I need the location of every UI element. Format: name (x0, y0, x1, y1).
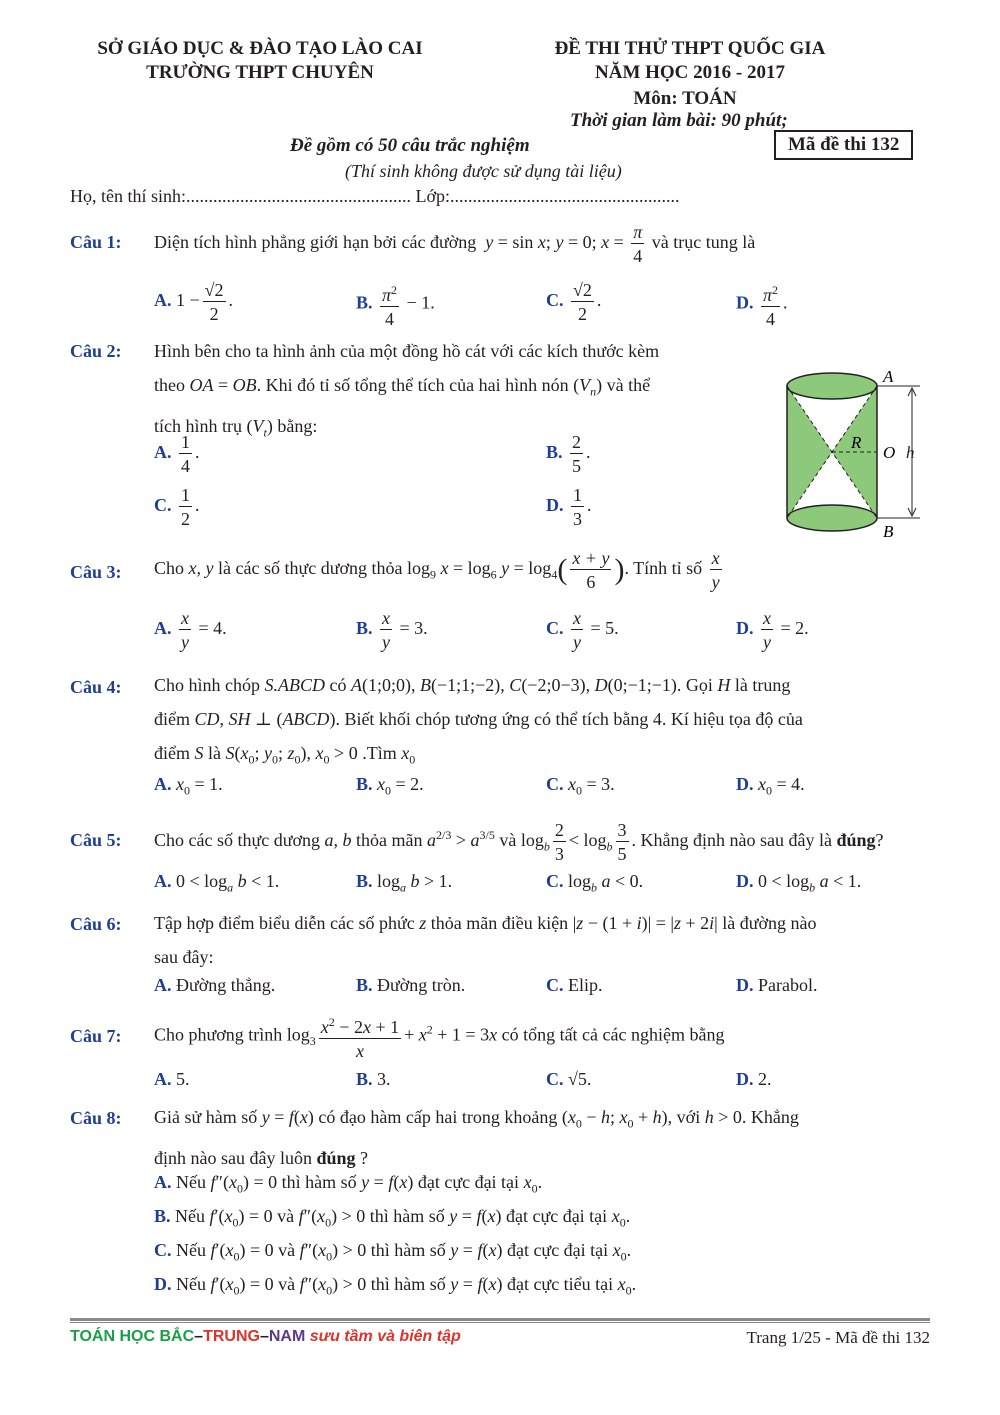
point-b-label: B (883, 522, 894, 541)
option-a[interactable]: A. 1 − $\frac{√2}{2}$ . (154, 280, 234, 324)
option-a[interactable]: A. $\frac{x}{y}$ = 4. (154, 608, 227, 652)
question-label: Câu 6: (70, 914, 122, 934)
question-count: Đề gồm có 50 câu trắc nghiệm (290, 135, 530, 156)
school-year: NĂM HỌC 2016 - 2017 (595, 62, 785, 83)
option-d[interactable]: D. $x_0 = 4$. (736, 774, 805, 798)
option-b[interactable]: B. Đường tròn. (356, 975, 466, 995)
radius-label: R (851, 433, 862, 452)
option-b[interactable]: B. $\frac{x}{y}$ = 3. (356, 608, 428, 652)
question-label: Câu 1: (70, 232, 122, 252)
option-a[interactable]: A. $\frac{1}{4}$ . (154, 432, 200, 476)
question-text: Cho x, y là các số thực dương thỏa $\log_9 x = \log_6 y = \log_4$( $\frac{x + y}{6}$ ). Tính tỉ số $\frac{x}{y}$ (154, 548, 720, 592)
question-label: Câu 3: (70, 562, 122, 582)
school-department: SỞ GIÁO DỤC & ĐÀO TẠO LÀO CAI (97, 38, 423, 59)
option-c[interactable]: C. √5. (546, 1069, 592, 1089)
footer-divider (70, 1318, 930, 1321)
option-c[interactable]: C. $\log_b a < 0$. (546, 871, 644, 895)
question-text: Hình bên cho ta hình ảnh của một đồng hồ cát với các kích thước kèm theo OA = OB. Khi đó tỉ số tổng thể tích của hai hình nón $(V_n)$ và thể tích hình trụ $(V_t)$ bằng: (154, 341, 660, 440)
subject: Môn: TOÁN (633, 88, 737, 109)
exam-code-box: Mã đề thi 132 (774, 130, 913, 160)
option-b[interactable]: B. $x_0 = 2$. (356, 774, 424, 798)
exam-duration: Thời gian làm bài: 90 phút; (570, 110, 788, 131)
question-label: Câu 8: (70, 1108, 122, 1128)
option-a[interactable]: A. $x_0 = 1$. (154, 774, 223, 798)
question-text: Tập hợp điểm biểu diễn các số phức z thỏa mãn điều kiện |z − (1 + i)| = |z + 2i| là đường nào sau đây: (154, 913, 817, 967)
option-d[interactable]: D. $0 < \log_b a < 1$. (736, 871, 862, 895)
point-a-label: A (883, 367, 894, 386)
exam-note: (Thí sinh không được sử dụng tài liệu) (345, 161, 622, 181)
option-c[interactable]: C. $x_0 = 3$. (546, 774, 615, 798)
hourglass-figure (775, 362, 935, 544)
option-d[interactable]: D. Parabol. (736, 975, 818, 995)
option-c[interactable]: C. $\frac{1}{2}$ . (154, 485, 200, 529)
height-label: h (906, 443, 915, 462)
question-text: Cho hình chóp S.ABCD có A(1;0;0), B(−1;1;−2), C(−2;0−3), D(0;−1;−1). Gọi H là trung điểm CD, SH ⊥ (ABCD). Biết khối chóp tương ứng có thể tích bằng 4. Kí hiệu tọa độ của điểm S là $S(x_0$; $y_0$; $z_0$), $x_0 > 0$ .Tìm $x_0$ (154, 675, 803, 767)
exam-title: ĐỀ THI THỬ THPT QUỐC GIA (554, 38, 826, 59)
option-d[interactable]: D. 2. (736, 1069, 772, 1089)
footer-divider-thin (70, 1322, 930, 1323)
school-name: TRƯỜNG THPT CHUYÊN (146, 62, 374, 83)
question-text: Cho các số thực dương a, b thỏa mãn $a^{2/3} > a^{3/5}$ và $\log_b$ $\frac{2}{3}$ < $\log_b$ $\frac{3}{5}$ . Khẳng định nào sau đây là đúng? (154, 819, 884, 864)
option-b[interactable]: B. $\log_a b > 1$. (356, 871, 453, 895)
point-o-label: O (883, 443, 896, 462)
option-a[interactable]: A. 5. (154, 1069, 190, 1089)
option-a[interactable]: A. Nếu $f''(x_0) = 0$ thì hàm số y = f(x) đạt cực đại tại $x_0$. (154, 1172, 543, 1196)
footer-brand: TOÁN HỌC BẮC–TRUNG–NAM sưu tầm và biên tập (70, 1328, 461, 1345)
option-d[interactable]: D. $\frac{1}{3}$ . (546, 485, 592, 529)
option-d[interactable]: D. Nếu $f'(x_0) = 0$ và $f''(x_0) > 0$ thì hàm số y = f(x) đạt cực tiểu tại $x_0$. (154, 1274, 637, 1298)
option-c[interactable]: C. $\frac{√2}{2}$ . (546, 280, 602, 324)
question-label: Câu 7: (70, 1026, 122, 1046)
option-b[interactable]: B. $\frac{\pi^2}{4}$ − 1. (356, 280, 435, 329)
option-a[interactable]: A. $0 < \log_a b < 1$. (154, 871, 280, 895)
option-d[interactable]: D. $\frac{x}{y}$ = 2. (736, 608, 809, 652)
question-text: Giả sử hàm số y = f(x) có đạo hàm cấp hai trong khoảng ($x_0 - h$; $x_0 + h$), với h > 0. Khẳng định nào sau đây luôn đúng ? (154, 1107, 799, 1168)
question-label: Câu 2: (70, 341, 122, 361)
question-text: Diện tích hình phẳng giới hạn bởi các đường y = sin x; y = 0; x = $\frac{\pi}{4}$ và trục tung là (154, 222, 756, 266)
question-label: Câu 4: (70, 677, 122, 697)
option-c[interactable]: C. Nếu $f'(x_0) = 0$ và $f''(x_0) > 0$ thì hàm số y = f(x) đạt cực đại tại $x_0$. (154, 1240, 632, 1264)
option-c[interactable]: C. $\frac{x}{y}$ = 5. (546, 608, 619, 652)
question-text: Cho phương trình $\log_3$ $\frac{x^2 - 2x + 1}{x}$ + $x^2 + 1 = 3x$ có tổng tất cả các nghiệm bằng (154, 1012, 725, 1061)
page-number: Trang 1/25 - Mã đề thi 132 (746, 1328, 930, 1347)
option-b[interactable]: B. $\frac{2}{5}$ . (546, 432, 591, 476)
option-b[interactable]: B. 3. (356, 1069, 391, 1089)
option-c[interactable]: C. Elip. (546, 975, 603, 995)
question-label: Câu 5: (70, 830, 122, 850)
candidate-name-line: Họ, tên thí sinh:.................................................. Lớp:................................................... (70, 186, 680, 206)
option-a[interactable]: A. Đường thẳng. (154, 975, 276, 995)
option-d[interactable]: D. $\frac{\pi^2}{4}$ . (736, 280, 788, 329)
option-b[interactable]: B. Nếu $f'(x_0) = 0$ và $f''(x_0) > 0$ thì hàm số y = f(x) đạt cực đại tại $x_0$. (154, 1206, 631, 1230)
